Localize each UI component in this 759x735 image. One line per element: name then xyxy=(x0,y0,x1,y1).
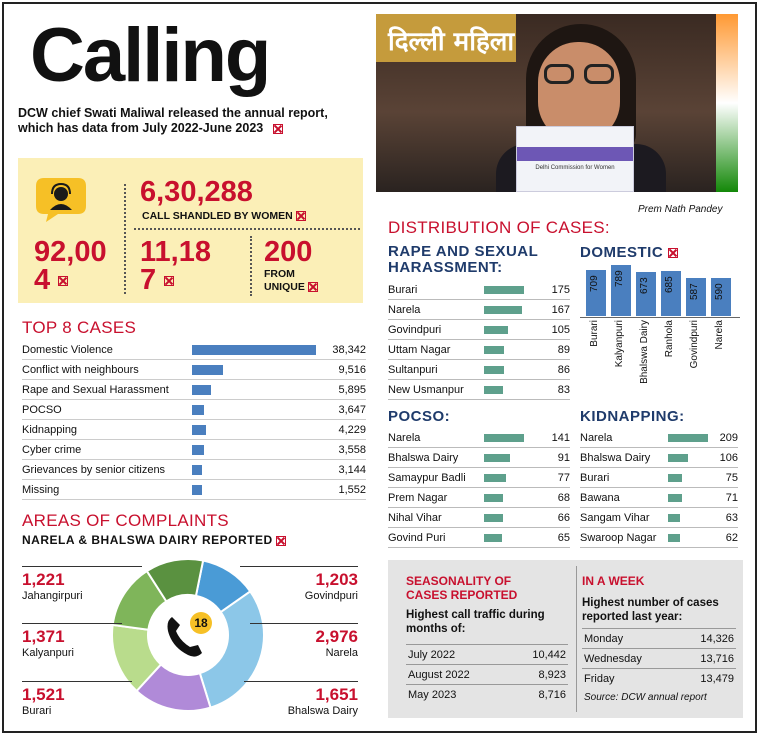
dist-bar xyxy=(484,454,510,462)
domestic-bar-label: Narela xyxy=(714,320,725,350)
calls-panel xyxy=(18,158,363,303)
top8-bar xyxy=(192,345,316,355)
domestic-bar-value: 587 xyxy=(689,283,700,300)
rape-title-line1: RAPE AND SEXUAL xyxy=(388,243,539,260)
nameplate-text: दिल्ली महिला xyxy=(388,27,515,57)
dist-bar xyxy=(668,534,680,542)
top8-row-value: 4,229 xyxy=(338,424,366,436)
kidnapping-list xyxy=(580,428,738,548)
dist-row-value: 71 xyxy=(725,492,738,504)
rape-title-line2: HARASSMENT: xyxy=(388,259,503,276)
domestic-bar-value: 685 xyxy=(664,276,675,294)
areas-subtitle xyxy=(22,533,286,547)
top8-row-value: 3,558 xyxy=(338,444,366,456)
stat-label: Friday xyxy=(584,673,615,685)
horizontal-divider xyxy=(134,228,360,230)
stat-row xyxy=(582,628,736,648)
flag xyxy=(716,14,738,192)
headset-icon xyxy=(32,176,90,222)
calls-right-label1: FROM xyxy=(264,268,295,280)
area-label xyxy=(268,570,358,602)
domestic-bar-label: Burari xyxy=(589,320,600,347)
broken-image-icon xyxy=(273,124,283,134)
area-label xyxy=(248,685,358,717)
dist-bar xyxy=(484,434,524,442)
stat-label: May 2023 xyxy=(408,689,457,701)
broken-image-icon xyxy=(308,282,318,292)
row-divider xyxy=(580,547,738,548)
dist-row-value: 77 xyxy=(557,472,570,484)
domestic-bar-label: Kalyanpuri xyxy=(614,320,625,368)
dist-row-label: Bhalswa Dairy xyxy=(580,452,651,464)
intro-text xyxy=(18,106,363,136)
row-divider xyxy=(388,399,570,400)
week-sub-line1: Highest number of cases xyxy=(582,597,719,609)
area-name: Govindpuri xyxy=(304,590,358,602)
row-divider xyxy=(388,547,570,548)
stat-label: Monday xyxy=(584,633,624,645)
row-divider xyxy=(22,499,366,500)
calls-right-value: 200 xyxy=(264,236,313,268)
calls-left-digit: 4 xyxy=(34,264,51,296)
top8-row-label: Domestic Violence xyxy=(22,344,113,356)
dist-bar xyxy=(668,514,680,522)
broken-image-icon xyxy=(296,211,306,221)
photo-credit: Prem Nath Pandey xyxy=(638,204,723,215)
report-band xyxy=(517,147,633,161)
leader-line xyxy=(240,566,358,567)
area-name: Jahangirpuri xyxy=(22,590,83,602)
top8-row-value: 3,647 xyxy=(338,404,366,416)
photo xyxy=(376,14,738,192)
dist-bar xyxy=(484,366,504,374)
pocso-title: POCSO: xyxy=(388,408,451,425)
area-value: 1,371 xyxy=(22,627,65,646)
area-label xyxy=(22,685,112,717)
top8-row-label: Cyber crime xyxy=(22,444,82,456)
season-sub-line1: Highest call traffic during xyxy=(406,609,545,621)
top8-row-label: Grievances by senior citizens xyxy=(22,464,166,476)
top8-bar xyxy=(192,365,223,375)
broken-image-icon xyxy=(276,536,286,546)
dist-row-label: Prem Nagar xyxy=(388,492,448,504)
leader-line xyxy=(250,623,358,624)
top8-row-label: Missing xyxy=(22,484,60,496)
top8-row-value: 3,144 xyxy=(338,464,366,476)
dist-row-label: Govind Puri xyxy=(388,532,446,544)
top8-bar xyxy=(192,485,202,495)
dist-row-label: Nihal Vihar xyxy=(388,512,442,524)
dist-bar xyxy=(668,494,682,502)
stat-value: 8,716 xyxy=(538,689,566,701)
vertical-divider xyxy=(124,184,126,294)
top8-row-value: 5,895 xyxy=(338,384,366,396)
dist-bar xyxy=(484,346,504,354)
dist-bar xyxy=(484,306,522,314)
center-badge: 18 xyxy=(190,612,212,634)
domestic-bar-value: 709 xyxy=(589,275,600,292)
season-title-line2: CASES REPORTED xyxy=(406,588,518,602)
season-sub-line2: months of: xyxy=(406,623,466,635)
dist-row-value: 141 xyxy=(551,432,570,444)
report-title: Delhi Commission for Women xyxy=(535,165,615,171)
area-value: 2,976 xyxy=(315,627,358,646)
intro-copy: DCW chief Swati Maliwal released the annual report, which has data from July 2022-June 2023 xyxy=(18,106,328,135)
dist-row-value: 91 xyxy=(557,452,570,464)
dist-row-value: 83 xyxy=(557,384,570,396)
stat-row xyxy=(582,668,736,688)
top8-row-label: Rape and Sexual Harassment xyxy=(22,384,169,396)
area-label xyxy=(268,627,358,659)
dist-row-value: 167 xyxy=(551,304,570,316)
glasses-right xyxy=(584,64,614,84)
stat-row xyxy=(406,644,568,664)
season-title xyxy=(406,574,517,602)
areas-subtitle-text: NARELA & BHALSWA DAIRY REPORTED xyxy=(22,533,273,547)
top8-row-value: 38,342 xyxy=(332,344,366,356)
dist-row-value: 62 xyxy=(725,532,738,544)
dist-row-label: Narela xyxy=(388,432,421,444)
stat-row xyxy=(406,664,568,684)
stat-value: 13,716 xyxy=(700,653,734,665)
week-sub-line2: reported last year: xyxy=(582,611,683,623)
top8-bar xyxy=(192,425,206,435)
area-name: Kalyanpuri xyxy=(22,647,74,659)
top8-bar xyxy=(192,445,204,455)
stat-value: 10,442 xyxy=(532,649,566,661)
dist-bar xyxy=(484,326,508,334)
stat-value: 14,326 xyxy=(700,633,734,645)
stat-value: 13,479 xyxy=(700,673,734,685)
top8-row-label: Kidnapping xyxy=(22,424,78,436)
dist-bar xyxy=(484,514,503,522)
domestic-bar-value: 673 xyxy=(639,277,650,295)
leader-line xyxy=(22,623,122,624)
top8-list xyxy=(22,340,366,502)
dist-bar xyxy=(484,534,502,542)
calls-left-line2 xyxy=(34,266,107,294)
rape-title xyxy=(388,244,538,276)
panel-divider xyxy=(576,566,577,712)
season-sub xyxy=(406,608,545,636)
dist-row-value: 105 xyxy=(551,324,570,336)
domestic-bar-label: Bhalswa Dairy xyxy=(639,320,650,384)
calls-right-label2-wrap xyxy=(264,281,318,294)
top8-title: TOP 8 CASES xyxy=(22,318,137,337)
dist-row-value: 65 xyxy=(557,532,570,544)
area-value: 1,521 xyxy=(22,685,65,704)
dist-row-label: Narela xyxy=(388,304,421,316)
pocso-list xyxy=(388,428,570,548)
dist-row-value: 209 xyxy=(719,432,738,444)
page-title: Calling xyxy=(30,13,270,98)
top8-row-value: 1,552 xyxy=(338,484,366,496)
domestic-bar-label: Govindpuri xyxy=(689,320,700,369)
dist-row-label: Samaypur Badli xyxy=(388,472,466,484)
top8-row-value: 9,516 xyxy=(338,364,366,376)
dist-row-label: New Usmanpur xyxy=(388,384,464,396)
kidnapping-title: KIDNAPPING: xyxy=(580,408,685,425)
stat-row xyxy=(406,684,568,704)
stat-label: July 2022 xyxy=(408,649,456,661)
area-value: 1,651 xyxy=(315,685,358,704)
dist-row-label: Sangam Vihar xyxy=(580,512,650,524)
domestic-chart xyxy=(580,262,740,382)
dist-row-value: 75 xyxy=(725,472,738,484)
area-value: 1,221 xyxy=(22,570,65,589)
leader-line xyxy=(22,681,132,682)
rape-list xyxy=(388,280,570,400)
dist-bar xyxy=(484,494,503,502)
dist-bar xyxy=(668,454,688,462)
week-title: IN A WEEK xyxy=(582,574,645,588)
week-sub xyxy=(582,596,719,624)
calls-right-label2: UNIQUE xyxy=(264,281,305,293)
calls-right-label xyxy=(264,268,318,294)
calls-mid-line1: 11,18 xyxy=(140,236,211,268)
stat-value: 8,923 xyxy=(538,669,566,681)
dist-bar xyxy=(668,474,682,482)
calls-total: 6,30,288 xyxy=(140,176,253,208)
dist-row-value: 86 xyxy=(557,364,570,376)
dist-row-label: Bawana xyxy=(580,492,620,504)
dist-row-label: Swaroop Nagar xyxy=(580,532,657,544)
calls-total-label xyxy=(142,210,306,222)
area-value: 1,203 xyxy=(315,570,358,589)
dist-row-value: 63 xyxy=(725,512,738,524)
top8-bar xyxy=(192,405,204,415)
area-label xyxy=(22,627,112,659)
broken-image-icon xyxy=(164,276,174,286)
stats-panel xyxy=(388,560,743,718)
glasses-left xyxy=(544,64,574,84)
top8-row-label: Conflict with neighbours xyxy=(22,364,139,376)
dist-row-value: 106 xyxy=(719,452,738,464)
calls-mid-line2 xyxy=(140,266,211,294)
dist-bar xyxy=(484,474,506,482)
dist-row-label: Uttam Nagar xyxy=(388,344,451,356)
dist-bar xyxy=(484,286,524,294)
broken-image-icon xyxy=(668,248,678,258)
dist-row-label: Sultanpuri xyxy=(388,364,438,376)
dist-row-value: 175 xyxy=(551,284,570,296)
calls-left-line1: 92,00 xyxy=(34,236,107,268)
domestic-baseline xyxy=(580,317,740,318)
calls-mid-value xyxy=(140,238,211,294)
leader-line xyxy=(22,566,142,567)
broken-image-icon xyxy=(58,276,68,286)
domestic-title xyxy=(580,244,678,261)
dist-bar xyxy=(668,434,708,442)
domestic-bar-label: Ranhola xyxy=(664,320,675,358)
dist-row-label: Narela xyxy=(580,432,613,444)
season-title-line1: SEASONALITY OF xyxy=(406,574,512,588)
dist-bar xyxy=(484,386,503,394)
area-name: Narela xyxy=(325,647,358,659)
area-name: Burari xyxy=(22,705,52,717)
distribution-title: DISTRIBUTION OF CASES: xyxy=(388,218,610,237)
dist-row-value: 89 xyxy=(557,344,570,356)
domestic-bar-value: 789 xyxy=(614,270,625,287)
dist-row-label: Govindpuri xyxy=(388,324,442,336)
domestic-title-text: DOMESTIC xyxy=(580,244,664,261)
source-note: Source: DCW annual report xyxy=(584,692,707,703)
vertical-divider xyxy=(250,236,252,296)
top8-bar xyxy=(192,465,202,475)
leader-line xyxy=(244,681,358,682)
calls-mid-digit: 7 xyxy=(140,264,157,296)
area-name: Bhalswa Dairy xyxy=(287,705,358,717)
calls-left-value xyxy=(34,238,107,294)
areas-title: AREAS OF COMPLAINTS xyxy=(22,511,229,530)
top8-bar xyxy=(192,385,211,395)
dist-row-value: 66 xyxy=(557,512,570,524)
calls-total-label-text: CALL SHANDLED BY WOMEN xyxy=(142,210,293,222)
area-label xyxy=(22,570,112,602)
dist-row-label: Burari xyxy=(388,284,418,296)
stat-label: August 2022 xyxy=(408,669,470,681)
report-cover xyxy=(516,126,634,192)
domestic-bar-value: 590 xyxy=(714,282,725,300)
dist-row-label: Burari xyxy=(580,472,610,484)
stat-label: Wednesday xyxy=(584,653,642,665)
top8-row-label: POCSO xyxy=(22,404,62,416)
dist-row-label: Bhalswa Dairy xyxy=(388,452,459,464)
stat-row xyxy=(582,648,736,668)
dist-row-value: 68 xyxy=(557,492,570,504)
